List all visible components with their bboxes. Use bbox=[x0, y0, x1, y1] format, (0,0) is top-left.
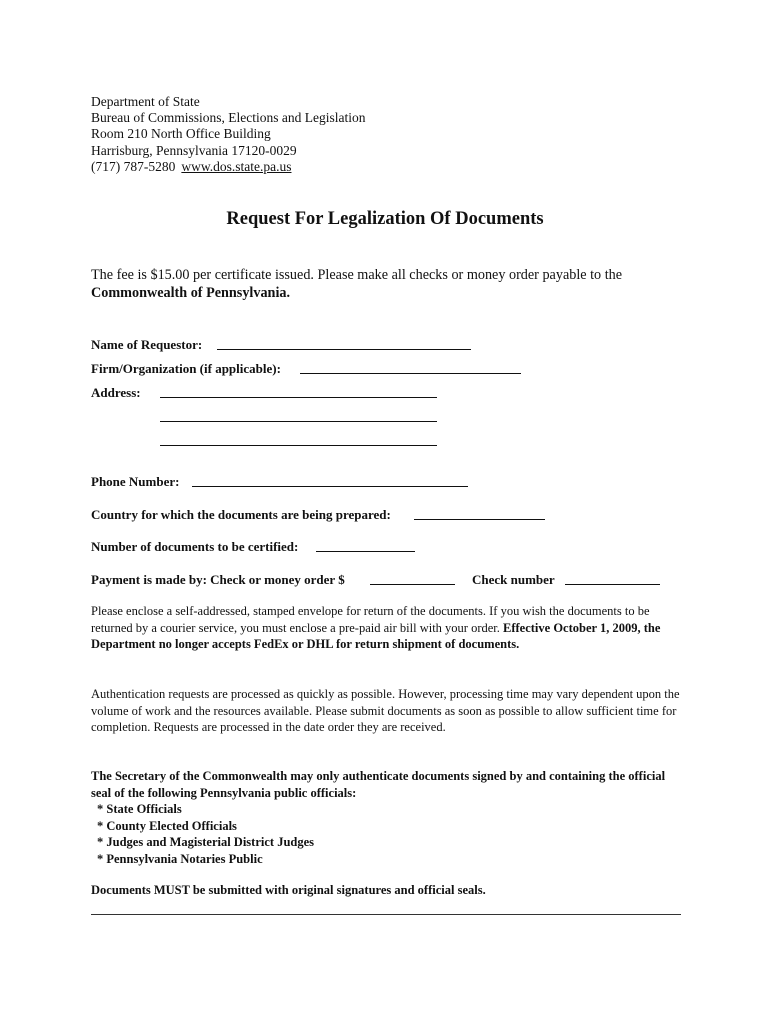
number-of-documents-label: Number of documents to be certified: bbox=[91, 539, 299, 554]
phone-number-label: Phone Number: bbox=[91, 474, 180, 489]
website-link[interactable]: www.dos.state.pa.us bbox=[181, 158, 292, 174]
payment-amount-field[interactable] bbox=[370, 584, 455, 585]
check-number-field[interactable] bbox=[565, 584, 660, 585]
secretary-text: The Secretary of the Commonwealth may only authenticate documents signed by and containing the official seal of the following Pennsylvania public officials: bbox=[91, 769, 666, 800]
secretary-paragraph bbox=[91, 768, 681, 868]
country-field[interactable] bbox=[414, 519, 545, 520]
name-of-requestor-label: Name of Requestor: bbox=[91, 337, 203, 352]
address-line-3: Room 210 North Office Building bbox=[91, 126, 271, 142]
payment-label: Payment is made by: Check or money order $ bbox=[91, 572, 345, 587]
phone-number-field[interactable] bbox=[192, 486, 468, 487]
address-field-line-1[interactable] bbox=[160, 397, 437, 398]
envelope-effective-notice: Effective October 1, 2009, the Department no longer accepts FedEx or DHL for return shipment of documents. bbox=[91, 620, 661, 652]
check-number-label: Check number bbox=[472, 572, 555, 587]
phone-number-text: (717) 787-5280 bbox=[91, 158, 176, 174]
authentication-paragraph: Authentication requests are processed as quickly as possible. However, processing time may vary dependent upon the volume of work and the resources available. Please submit documents as soon as possible to allow sufficient time for completion. Requests are processed in the date order they are received. bbox=[91, 687, 680, 735]
officials-list-item: * State Officials bbox=[97, 802, 182, 817]
fee-payee: Commonwealth of Pennsylvania. bbox=[91, 285, 291, 301]
fee-text: The fee is $15.00 per certificate issued. Please make all checks or money order payable to the bbox=[91, 267, 623, 283]
number-of-documents-field[interactable] bbox=[316, 551, 415, 552]
address-line-4: Harrisburg, Pennsylvania 17120-0029 bbox=[91, 142, 297, 158]
fee-statement bbox=[91, 266, 691, 302]
envelope-paragraph bbox=[91, 603, 686, 653]
name-of-requestor-field[interactable] bbox=[217, 349, 471, 350]
address-label: Address: bbox=[91, 385, 141, 400]
signatures-statement: Documents MUST be submitted with original signatures and official seals. bbox=[91, 883, 486, 897]
envelope-text: Please enclose a self-addressed, stamped envelope for return of the documents. If you wish the documents to be returned by a courier service, you must enclose a pre-paid air bill with your order. bbox=[91, 604, 650, 635]
officials-list-item: * County Elected Officials bbox=[97, 818, 237, 833]
address-line-2: Bureau of Commissions, Elections and Legislation bbox=[91, 110, 366, 126]
officials-list-item: * Judges and Magisterial District Judges bbox=[97, 835, 315, 850]
firm-organization-field[interactable] bbox=[300, 373, 521, 374]
firm-organization-label: Firm/Organization (if applicable): bbox=[91, 361, 281, 376]
country-label: Country for which the documents are being prepared: bbox=[91, 507, 391, 522]
department-address-block bbox=[91, 94, 365, 175]
address-field-line-2[interactable] bbox=[160, 421, 437, 422]
officials-list-item: * Pennsylvania Notaries Public bbox=[97, 851, 263, 866]
address-field-line-3[interactable] bbox=[160, 445, 437, 446]
address-line-1: Department of State bbox=[91, 94, 200, 109]
footer-divider bbox=[91, 914, 681, 915]
document-title: Request For Legalization Of Documents bbox=[226, 209, 544, 229]
contact-line bbox=[91, 159, 365, 175]
